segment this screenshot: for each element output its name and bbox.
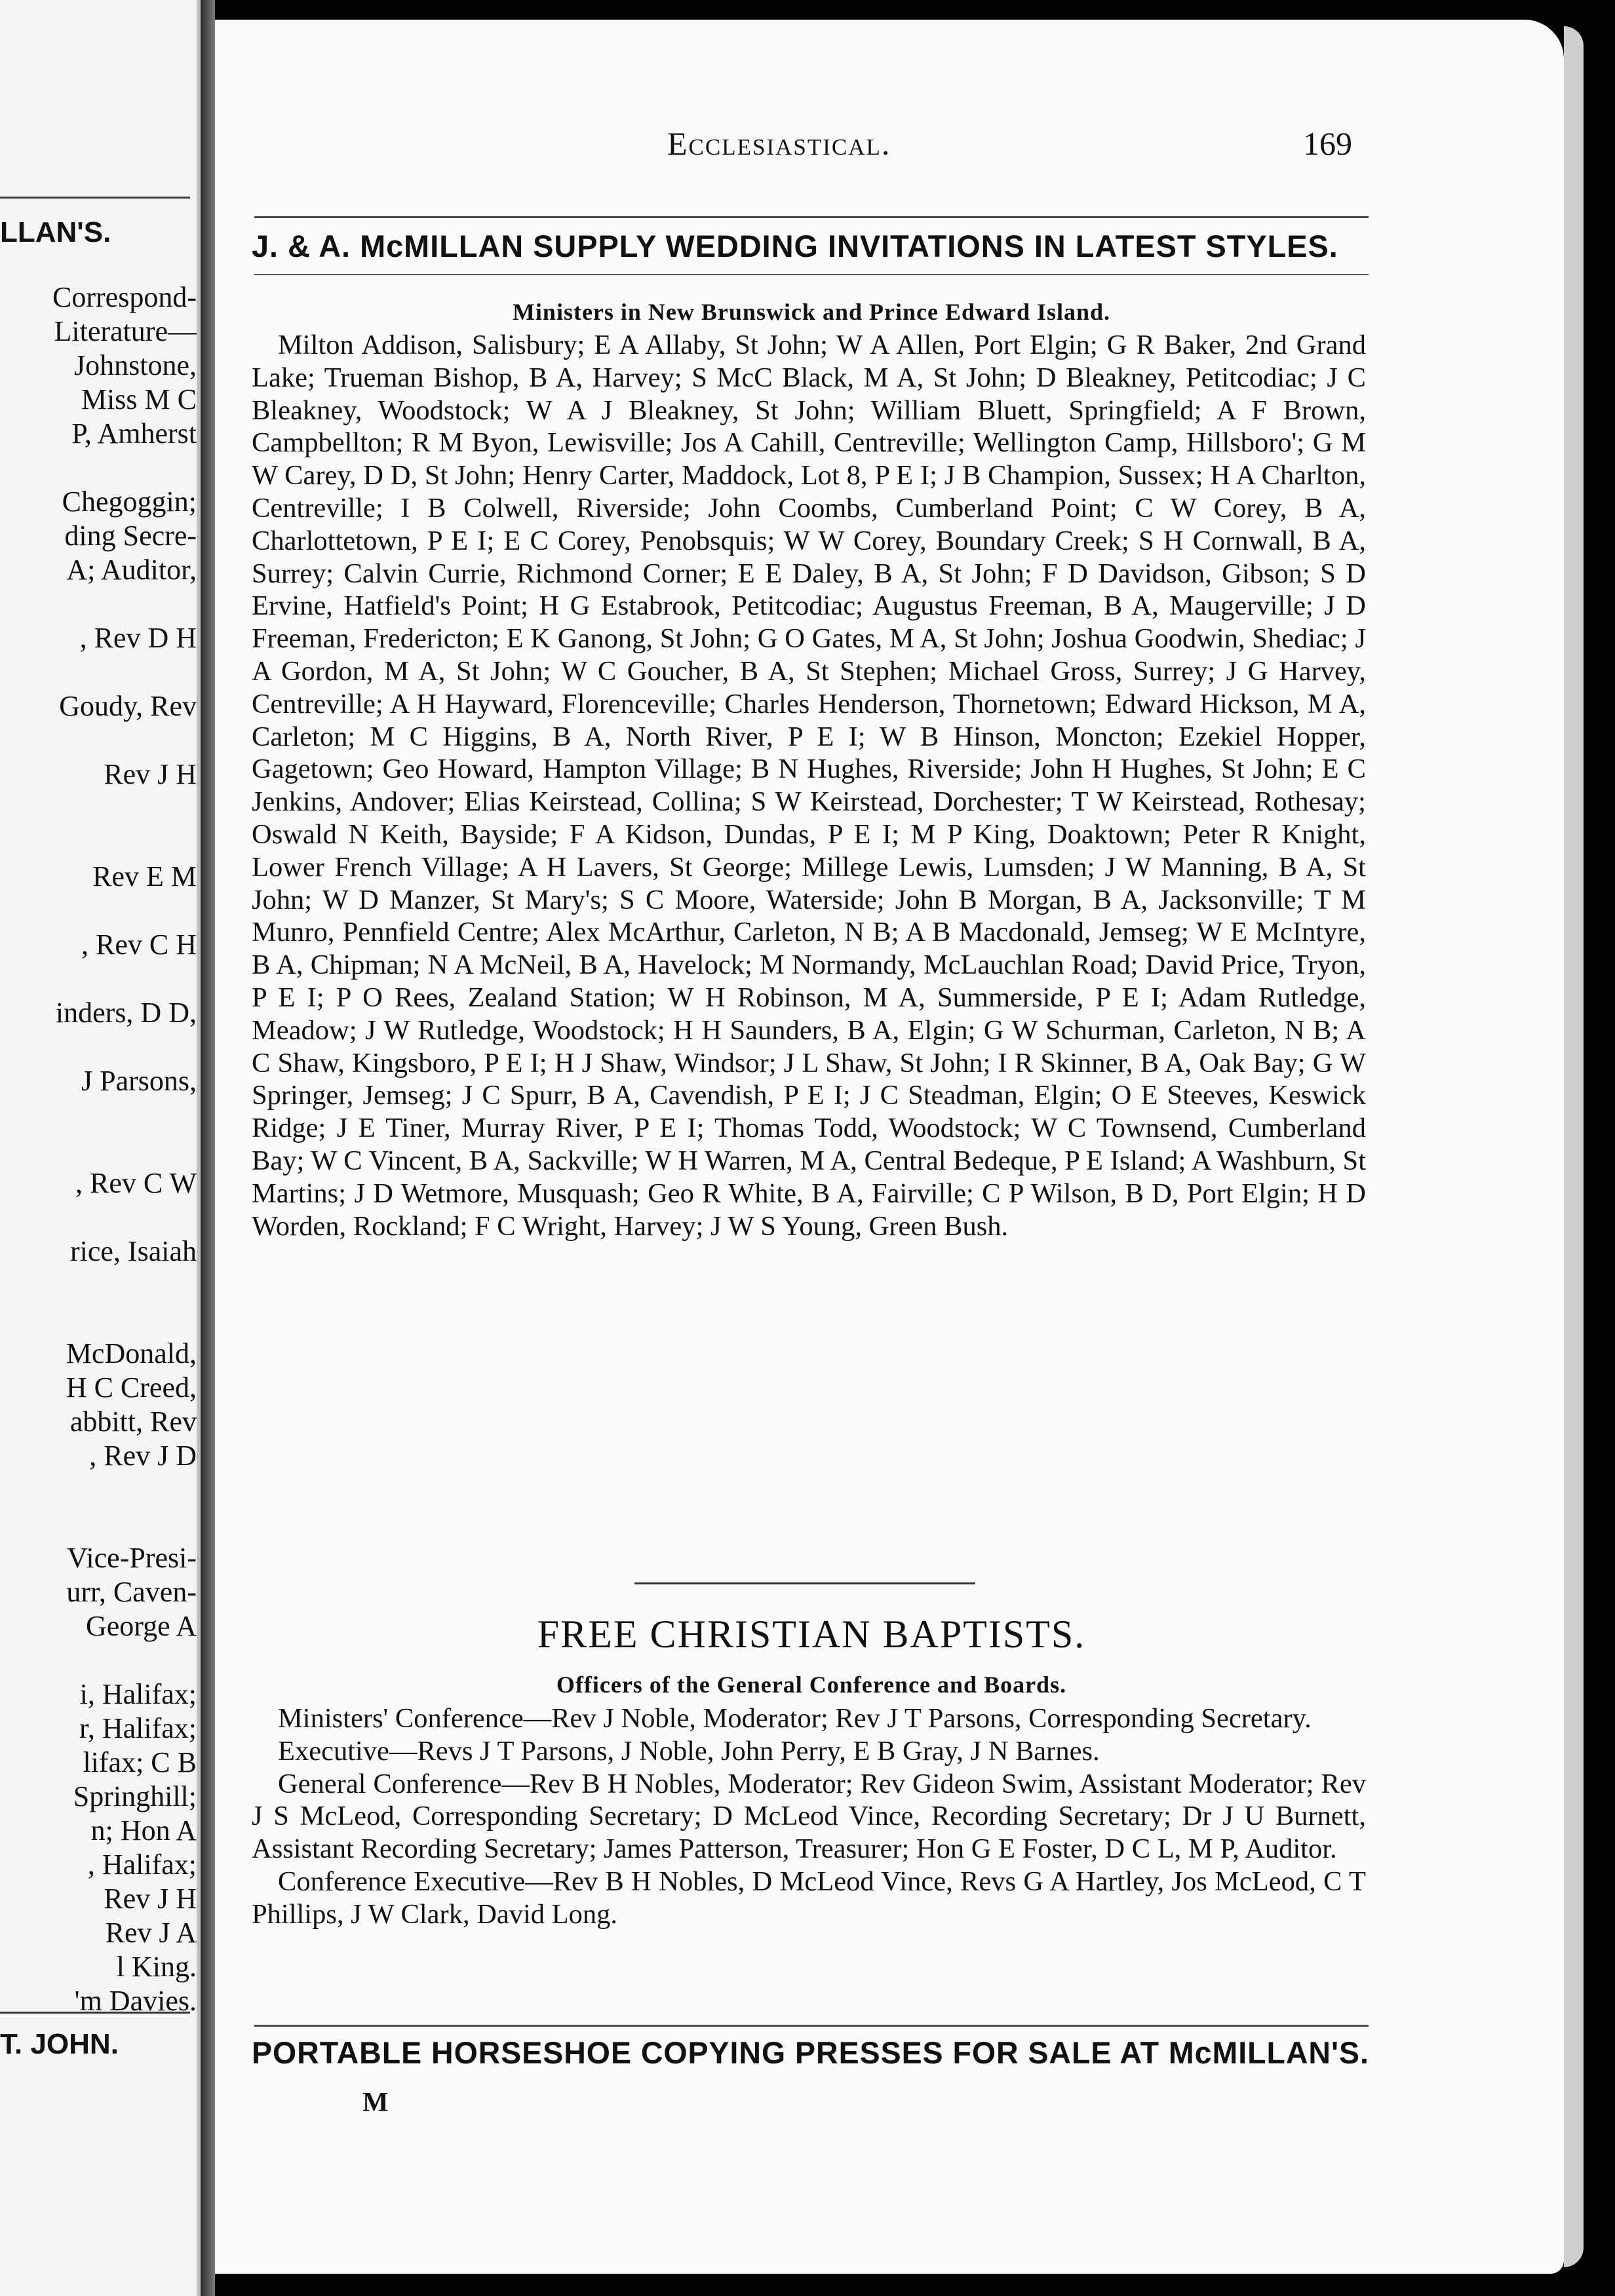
section-divider	[634, 1582, 975, 1584]
left-page-line: H C Creed,	[66, 1371, 197, 1404]
left-page-line: Literature—	[54, 315, 197, 347]
left-page-line: McDonald,	[66, 1337, 197, 1369]
left-page-line: Chegoggin;	[62, 486, 197, 518]
left-page-line: urr, Caven-	[66, 1576, 197, 1608]
rule-under-banner	[254, 274, 1369, 275]
book-page	[215, 20, 1564, 2274]
left-page-line: , Rev C H	[81, 928, 197, 961]
left-page-line: l King.	[116, 1951, 197, 1983]
nb-ministers-paragraph: Milton Addison, Salisbury; E A Allaby, St John; W A Allen, Port Elgin; G R Baker, 2nd Grand Lake; Trueman Bishop, B A, Harvey; S McC Black, M A, St John; D Bleakney, Petitcodiac; J C Bleakney, Woodstock; W A J Bleakney, St John; William Bluett, Springfield; A F Brown, Campbellton; R M Byon, Lewisville; Jos A Cahill, Centreville; Wellington Camp, Hillsboro'; G M W Carey, D D, St John; Henry Carter, Maddock, Lot 8, P E I; J B Champion, Sussex; H A Charlton, Centreville; I B Colwell, Riverside; John Coombs, Cumberland Point; C W Corey, B A, Charlottetown, P E I; E C Corey, Penobsquis; W W Corey, Boundary Creek; S H Cornwall, B A, Surrey; Calvin Currie, Richmond Corner; E E Daley, B A, St John; F D Davidson, Gibson; S D Ervine, Hatfield's Point; H G Estabrook, Petitcodiac; Augustus Freeman, B A, Maugerville; J D Freeman, Fredericton; E K Ganong, St John; G O Gates, M A, St John; Joshua Goodwin, Shediac; J A Gordon, M A, St John; W C Goucher, B A, St Stephen; Michael Gross, Surrey; J G Harvey, Centreville; A H Hayward, Florenceville; Charles Henderson, Thornetown; Edward Hickson, M A, Carleton; M C Higgins, B A, North River, P E I; W B Hinson, Moncton; Ezekiel Hopper, Gagetown; Geo Howard, Hampton Village; B N Hughes, Riverside; John H Hughes, St John; E C Jenkins, Andover; Elias Keirstead, Collina; S W Keirstead, Dorchester; T W Keirstead, Rothesay; Oswald N Keith, Bayside; F A Kidson, Dundas, P E I; M P King, Doaktown; Peter R Knight, Lower French Village; A H Lavers, St George; Millege Lewis, Lumsden; J W Manning, B A, St John; W D Manzer, St Mary's; S C Moore, Waterside; John B Morgan, B A, Jacksonville; T M Munro, Pennfield Centre; Alex McArthur, Carleton, N B; A B Macdonald, Jemseg; W E McIntyre, B A, Chipman; N A McNeil, B A, Havelock; M Normandy, McLauchlan Road; David Price, Tryon, P E I; P O Rees, Zealand Station; W H Robinson, M A, Summerside, P E I; Adam Rutledge, Meadow; J W Rutledge, Woodstock; H H Saunders, B A, Elgin; G W Schurman, Carleton, N B; A C Shaw, Kingsboro, P E I; H J Shaw, Windsor; J L Shaw, St John; I R Skinner, B A, Oak Bay; G W Springer, Jemseg; J C Spurr, B A, Cavendish, P E I; J C Steadman, Elgin; O E Steeves, Keswick Ridge; J E Tiner, Murray River, P E I; Thomas Todd, Woodstock; W C Townsend, Cumberland Bay; W C Vincent, B A, Sackville; W H Warren, M A, Central Bedeque, P E Island; A Washburn, St Martins; J D Wetmore, Musquash; Geo R White, B A, Fairville; C P Wilson, B D, Port Elgin; H D Worden, Rockland; F C Wright, Harvey; J W S Young, Green Bush.	[252, 330, 1366, 1242]
left-page-footer: T. JOHN.	[0, 2028, 119, 2060]
page-number: 169	[1303, 125, 1352, 162]
fcb-title: FREE CHRISTIAN BAPTISTS.	[537, 1613, 1086, 1656]
left-page-line: n; Hon A	[90, 1814, 197, 1846]
left-page-line: , Rev C W	[75, 1167, 197, 1199]
rule-top	[254, 216, 1369, 218]
advert-banner-bottom: PORTABLE HORSESHOE COPYING PRESSES FOR SALE AT McMILLAN'S.	[252, 2035, 1369, 2070]
left-page-line: Rev J A	[105, 1917, 197, 1949]
left-page-line: inders, D D,	[55, 997, 197, 1029]
left-page-line: , Rev D H	[79, 622, 197, 654]
page-edge-shadow	[1564, 26, 1584, 2267]
left-page-line: George A	[85, 1610, 197, 1642]
fcb-subheading: Officers of the General Conference and Boards.	[556, 1672, 1067, 1698]
left-page-line: Springhill;	[73, 1780, 197, 1812]
nb-section-heading: Ministers in New Brunswick and Prince Edward Island.	[512, 299, 1111, 325]
fcb-paragraph: Executive—Revs J T Parsons, J Noble, John Perry, E B Gray, J N Barnes.	[278, 1735, 1100, 1767]
fcb-officers	[252, 1702, 1366, 1931]
left-page-line: lifax; C B	[83, 1746, 197, 1778]
left-page-rule-bottom	[0, 2012, 190, 2014]
fcb-paragraph: General Conference—Rev B H Nobles, Moderator; Rev Gideon Swim, Assistant Moderator; Rev J S McLeod, Corresponding Secretary; D McLeod Vince, Recording Secretary; Dr J U Burnett, Assistant Recording Secretary; James Patterson, Treasurer; Hon G E Foster, D C L, M P, Auditor.	[252, 1768, 1366, 1865]
left-page-header: LLAN'S.	[0, 216, 111, 248]
fcb-paragraph: Conference Executive—Rev B H Nobles, D McLeod Vince, Revs G A Hartley, Jos McLeod, C T Phillips, J W Clark, David Long.	[252, 1866, 1366, 1930]
left-page-line: rice, Isaiah	[70, 1235, 197, 1267]
signature-mark: M	[362, 2088, 389, 2118]
left-page-line: abbitt, Rev	[69, 1406, 197, 1438]
left-page-line: i, Halifax;	[79, 1678, 197, 1710]
left-page-line: Miss M C	[81, 383, 197, 415]
advert-banner-top: J. & A. McMILLAN SUPPLY WEDDING INVITATIONS IN LATEST STYLES.	[252, 229, 1338, 263]
left-page-line: P, Amherst	[71, 417, 197, 450]
nb-ministers-list	[252, 329, 1366, 1242]
left-page-line: Correspond-	[52, 281, 197, 313]
left-page-line: , Halifax;	[87, 1848, 197, 1881]
page-gutter	[201, 0, 215, 2296]
section-label: Ecclesiastical.	[667, 125, 891, 162]
left-page-line: Rev E M	[92, 860, 197, 892]
left-page-line: J Parsons,	[81, 1065, 197, 1097]
left-page-line: Rev J H	[104, 1883, 197, 1915]
left-page-line: Goudy, Rev	[59, 690, 197, 722]
left-page-rule-top	[0, 197, 190, 199]
left-page-line: , Rev J D	[89, 1440, 197, 1472]
rule-bottom	[254, 2025, 1369, 2027]
left-page-line: Rev J H	[104, 758, 197, 790]
left-page-line: r, Halifax;	[79, 1712, 197, 1744]
left-page-line: Vice-Presi-	[67, 1542, 197, 1574]
left-page-line: Johnstone,	[74, 349, 197, 381]
left-page-line: 'm Davies.	[74, 1985, 197, 2017]
left-page-line: A; Auditor,	[66, 554, 197, 586]
previous-page-edge	[0, 0, 201, 2296]
fcb-paragraph: Ministers' Conference—Rev J Noble, Moderator; Rev J T Parsons, Corresponding Secretary.	[278, 1703, 1312, 1734]
running-head	[215, 124, 1564, 170]
left-page-line: ding Secre-	[64, 520, 197, 552]
